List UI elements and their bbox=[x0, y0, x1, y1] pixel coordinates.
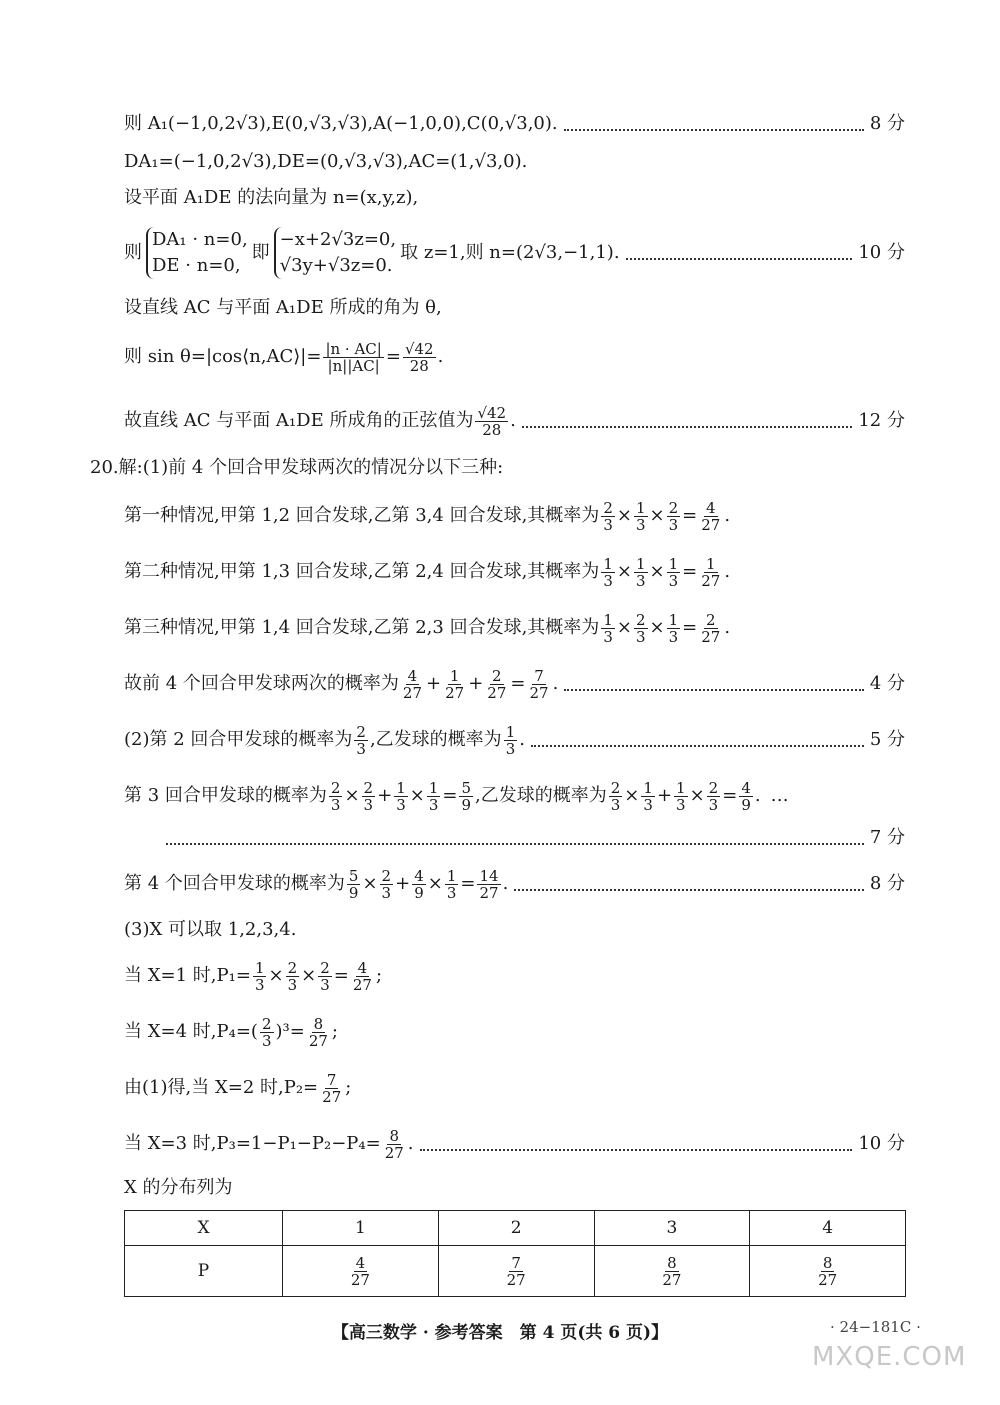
score-mark: 4 分 bbox=[869, 673, 905, 694]
fraction: $\frac{1}{3}$ bbox=[505, 722, 516, 758]
score-mark: 8 分 bbox=[869, 113, 905, 134]
fraction: $\frac{2}{27}$ bbox=[487, 666, 507, 702]
table-header-cell: 3 bbox=[594, 1211, 750, 1246]
solution-line: X 的分布列为 bbox=[124, 1177, 233, 1198]
solution-line: 设直线 AC 与平面 A₁DE 所成的角为 θ, bbox=[124, 297, 442, 318]
solution-line: 第 3 回合甲发球的概率为 $\frac{2}{3}$ × $\frac{2}{3}$ + $\frac{1}{3}$ × $\frac{1}{3}$ = $\frac{5}{9}$ ,乙发球的概率为 $\frac{2}{3}$ × $\frac{1}{3}$ + $\frac{1}{3}$ × $\frac{2}{3}$ = $\frac{4}{9}$ . … bbox=[124, 778, 789, 814]
table-cell: $\frac{8}{27}$ bbox=[750, 1246, 906, 1297]
fraction: $\frac{|n \cdot AC|}{|n||AC|}$ bbox=[325, 339, 382, 375]
fraction: $\frac{4}{27}$ bbox=[701, 498, 721, 534]
fraction: $\frac{2}{3}$ bbox=[356, 722, 366, 758]
fraction: $\frac{√42}{28}$ bbox=[477, 403, 507, 439]
solution-line: 则 sin θ=|cos⟨n,AC⟩|= $\frac{|n \cdot AC|}{|n||AC|}$ = $\frac{√42}{28}$ . bbox=[124, 339, 444, 375]
equation-system: DA₁ · n=0, DE · n=0, bbox=[146, 227, 248, 279]
fraction: $\frac{2}{3}$ bbox=[603, 498, 613, 534]
page-footer: 【高三数学 · 参考答案 第 4 页(共 6 页)】 bbox=[331, 1323, 669, 1343]
table-header-row bbox=[125, 1211, 906, 1246]
dot-leader bbox=[626, 258, 853, 260]
case-line: 第二种情况,甲第 1,3 回合发球,乙第 2,4 回合发球,其概率为 $\frac{1}{3}$ × $\frac{1}{3}$ × $\frac{1}{3}$ = $\frac{1}{27}$ . bbox=[124, 554, 731, 590]
solution-line: 由(1)得,当 X=2 时,P₂= $\frac{7}{27}$ ; bbox=[124, 1070, 352, 1106]
fraction: $\frac{1}{3}$ bbox=[668, 554, 679, 590]
solution-line: 当 X=3 时,P₃=1−P₁−P₂−P₄= $\frac{8}{27}$ . 10 分 bbox=[124, 1126, 905, 1162]
fraction: $\frac{√42}{28}$ bbox=[404, 339, 434, 375]
score-mark: 7 分 bbox=[869, 827, 905, 848]
solution-line: 设平面 A₁DE 的法向量为 n=(x,y,z), bbox=[124, 187, 419, 208]
table-cell: P bbox=[125, 1246, 283, 1297]
table-header-cell: 2 bbox=[438, 1211, 594, 1246]
fraction: $\frac{1}{3}$ bbox=[635, 554, 646, 590]
score-mark: 10 分 bbox=[858, 242, 905, 263]
table-header-cell: X bbox=[125, 1211, 283, 1246]
document-code: · 24−181C · bbox=[830, 1318, 921, 1336]
fraction: $\frac{1}{3}$ bbox=[635, 498, 646, 534]
score-mark: 10 分 bbox=[858, 1133, 905, 1154]
fraction: $\frac{1}{3}$ bbox=[603, 610, 613, 646]
case-line: 第一种情况,甲第 1,2 回合发球,乙第 3,4 回合发球,其概率为 $\frac{2}{3}$ × $\frac{1}{3}$ × $\frac{2}{3}$ = $\frac{4}{27}$ . bbox=[124, 498, 731, 534]
fraction: $\frac{2}{3}$ bbox=[668, 498, 679, 534]
fraction: $\frac{1}{27}$ bbox=[701, 554, 721, 590]
dot-leader bbox=[420, 1149, 853, 1151]
dot-leader bbox=[564, 689, 864, 691]
equation-system-line: 则 DA₁ · n=0, DE · n=0, 即 −x+2√3z=0, √3y+√3z=0. 取 z=1,则 n=(2√3,−1,1). 10 分 bbox=[124, 225, 905, 281]
dot-leader bbox=[166, 843, 864, 845]
table-cell: $\frac{7}{27}$ bbox=[438, 1246, 594, 1297]
table-row bbox=[125, 1246, 906, 1297]
table-header-cell: 1 bbox=[283, 1211, 439, 1246]
table-cell: $\frac{4}{27}$ bbox=[283, 1246, 439, 1297]
table-cell: $\frac{8}{27}$ bbox=[594, 1246, 750, 1297]
solution-line: 则 A₁(−1,0,2√3),E(0,√3,√3),A(−1,0,0),C(0,√3,0). 8 分 bbox=[124, 113, 905, 134]
watermark: MXQE.COM bbox=[812, 1342, 967, 1372]
solution-line: 当 X=4 时,P₄=( $\frac{2}{3}$ )³= $\frac{8}{27}$ ; bbox=[124, 1014, 338, 1050]
dot-leader bbox=[531, 745, 864, 747]
solution-line: 第 4 个回合甲发球的概率为 $\frac{5}{9}$ × $\frac{2}{3}$ + $\frac{4}{9}$ × $\frac{1}{3}$ = $\frac{14}{27}$ . 8 分 bbox=[124, 866, 905, 902]
fraction: $\frac{4}{27}$ bbox=[402, 666, 422, 702]
fraction: $\frac{2}{3}$ bbox=[635, 610, 646, 646]
solution-line: (3)X 可以取 1,2,3,4. bbox=[124, 919, 297, 940]
dot-leader bbox=[522, 426, 853, 428]
case-line: 第三种情况,甲第 1,4 回合发球,乙第 2,3 回合发球,其概率为 $\frac{1}{3}$ × $\frac{2}{3}$ × $\frac{1}{3}$ = $\frac{2}{27}$ . bbox=[124, 610, 731, 646]
solution-line: 当 X=1 时,P₁= $\frac{1}{3}$ × $\frac{2}{3}$ × $\frac{2}{3}$ = $\frac{4}{27}$ ; bbox=[124, 958, 383, 994]
score-mark: 5 分 bbox=[869, 729, 905, 750]
fraction: $\frac{7}{27}$ bbox=[529, 666, 549, 702]
solution-line: 故直线 AC 与平面 A₁DE 所成角的正弦值为 $\frac{√42}{28}$ . 12 分 bbox=[124, 403, 905, 439]
equation-system: −x+2√3z=0, √3y+√3z=0. bbox=[274, 227, 396, 279]
fraction: $\frac{1}{3}$ bbox=[603, 554, 613, 590]
solution-line bbox=[160, 826, 905, 850]
solution-line: DA₁=(−1,0,2√3),DE=(0,√3,√3),AC=(1,√3,0). bbox=[124, 151, 528, 172]
score-mark: 12 分 bbox=[858, 410, 905, 431]
dot-leader bbox=[564, 129, 864, 131]
fraction: $\frac{1}{27}$ bbox=[445, 666, 465, 702]
dot-leader bbox=[514, 889, 864, 891]
fraction: $\frac{1}{3}$ bbox=[668, 610, 679, 646]
score-mark: 8 分 bbox=[869, 873, 905, 894]
distribution-table bbox=[124, 1210, 906, 1297]
solution-line: 故前 4 个回合甲发球两次的概率为 $\frac{4}{27}$ + $\frac{1}{27}$ + $\frac{2}{27}$ = $\frac{7}{27}$ . 4 分 bbox=[124, 666, 905, 702]
solution-line: (2)第 2 回合甲发球的概率为 $\frac{2}{3}$ ,乙发球的概率为 $\frac{1}{3}$ . 5 分 bbox=[124, 722, 905, 758]
problem-heading: 20.解:(1)前 4 个回合甲发球两次的情况分以下三种: bbox=[90, 457, 504, 478]
fraction: $\frac{2}{27}$ bbox=[701, 610, 721, 646]
table-header-cell: 4 bbox=[750, 1211, 906, 1246]
